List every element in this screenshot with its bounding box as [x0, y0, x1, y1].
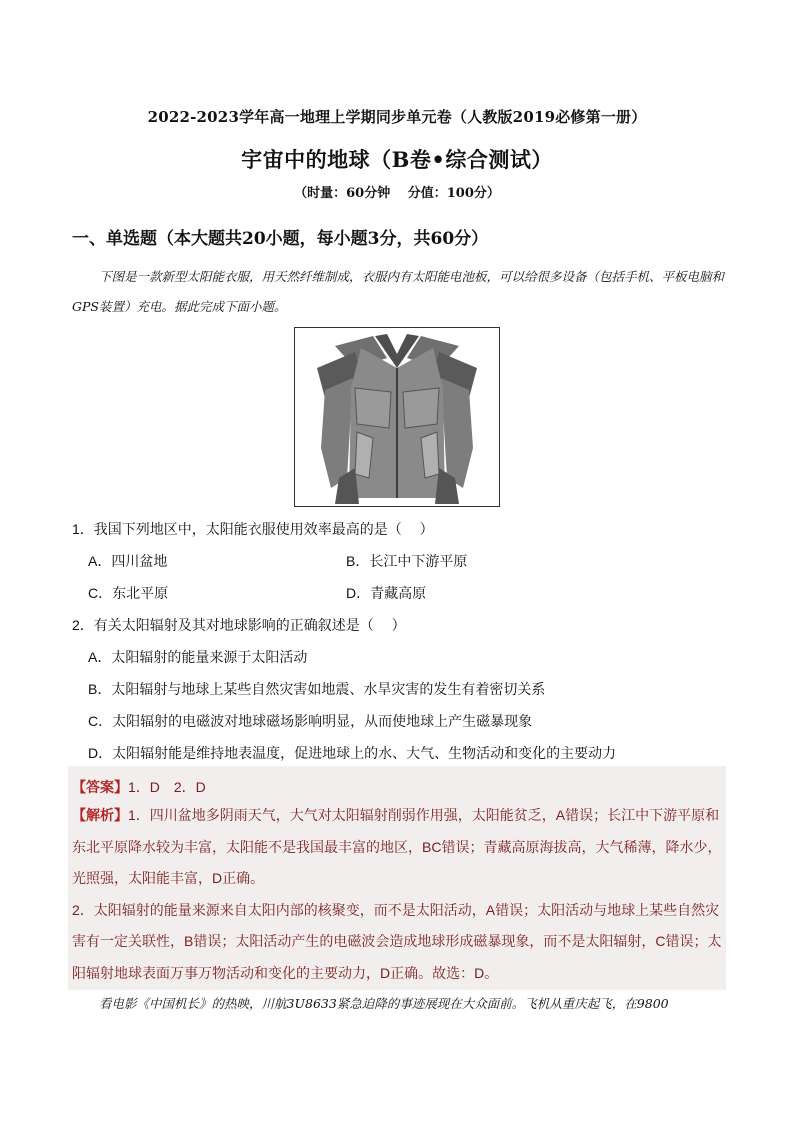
- question-2-option-b: B．太阳辐射与地球上某些自然灾害如地震、水旱灾害的发生有着密切关系: [88, 681, 546, 697]
- page-title: 宇宙中的地球（B卷•综合测试）: [241, 147, 553, 172]
- series-title: 2022-2023学年高一地理上学期同步单元卷（人教版2019必修第一册）: [147, 108, 647, 126]
- analysis-paragraph-2: 2．太阳辐射的能量来源来自太阳内部的核聚变，而不是太阳活动，A错误；太阳活动与地球上某些自然灾害有一定关联性，B错误；太阳活动产生的电磁波会造成地球形成磁暴现象，而不是太阳辐射，C错误；太阳辐射地球表面万事万物活动和变化的主要动力，D正确。故选：D。: [72, 901, 722, 981]
- answer-value: 1．D 2．D: [128, 779, 206, 795]
- answer-line: [72, 772, 726, 803]
- question-1-option-a: A．四川盆地: [88, 553, 168, 569]
- question-2-option-d: D．太阳辐射能是维持地表温度，促进地球上的水、大气、生物活动和变化的主要动力: [88, 745, 617, 761]
- analysis-paragraph-1: 1．四川盆地多阴雨天气，大气对太阳辐射削弱作用强，太阳能贫乏，A错误；长江中下游平原和东北平原降水较为丰富，太阳能不是我国最丰富的地区，BC错误；青藏高原海拔高，大气稀薄，降水少，光照强，太阳能丰富，D正确。: [72, 807, 722, 886]
- question-2-option-a: A．太阳辐射的能量来源于太阳活动: [88, 649, 308, 665]
- intro-paragraph: 下图是一款新型太阳能衣服，用天然纤维制成，衣服内有太阳能电池板，可以给很多设备（包括手机、平板电脑和GPS装置）充电。据此完成下面小题。: [72, 269, 725, 314]
- section-heading: 一、单选题（本大题共20小题，每小题3分，共60分）: [72, 229, 489, 249]
- exam-meta: （时量：60分钟 分值：100分）: [294, 186, 500, 201]
- next-passage: 看电影《中国机长》的热映，川航3U8633紧急迫降的事迹展现在大众面前。飞机从重庆起飞，在9800: [99, 996, 669, 1011]
- question-1-option-d: D．青藏高原: [346, 585, 427, 601]
- question-1-option-b: B．长江中下游平原: [346, 553, 468, 569]
- answer-tag: 【答案】: [72, 779, 128, 795]
- question-2-stem: 2．有关太阳辐射及其对地球影响的正确叙述是（ ）: [72, 617, 406, 633]
- solar-jacket-image: [295, 328, 499, 506]
- question-1-option-c: C．东北平原: [88, 585, 169, 601]
- question-1-stem: 1．我国下列地区中，太阳能衣服使用效率最高的是（ ）: [72, 521, 434, 537]
- analysis-block: [72, 800, 726, 989]
- question-2-option-c: C．太阳辐射的电磁波对地球磁场影响明显，从而使地球上产生磁暴现象: [88, 713, 533, 729]
- solar-jacket-figure: [294, 327, 500, 507]
- analysis-tag: 【解析】: [72, 807, 128, 823]
